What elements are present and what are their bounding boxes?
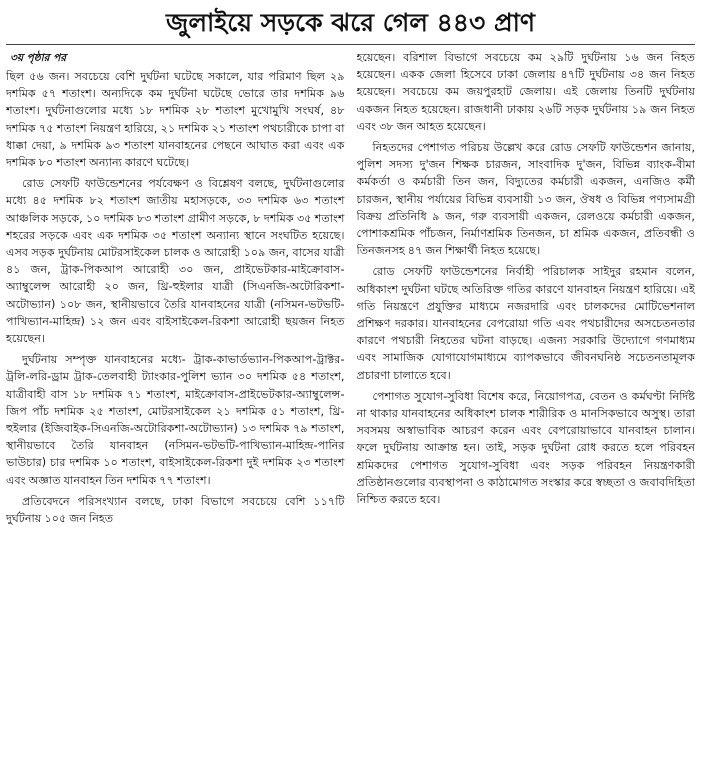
headline: জুলাইয়ে সড়কে ঝরে গেল ৪৪৩ প্রাণ [165,8,536,37]
headline-divider [6,44,695,45]
continued-from-label: ৩য় পৃষ্ঠার পর [10,52,67,64]
paragraph: নিহতদের পেশাগত পরিচয় উল্লেখ করে রোড সেফটি ফাউন্ডেশন জানায়, পুলিশ সদস্য দু'জন শিক্ষক চারজন, সাংবাদিক দু'জন, বিভিন্ন ব্যাংক-বীমা কর্মকর্তা ও কর্মচারী তিন জন, বিদ্যুতের কর্মচারী একজন, এনজিও কর্মী চারজন, স্থানীয় পর্যায়ের বিভিন্ন ব্যবসায়ী ১৩ জন, ঔষধ ও বিভিন্ন পণ্যসামগ্রী বিক্রয় প্রতিনিধি ৯ জন, গরু ব্যবসায়ী একজন, রেলওয়ে কর্মচারী একজন, পোশাকশ্রমিক পাঁচজন, নির্মাণশ্রমিক তিনজন, চা শ্রমিক একজন, প্রতিবন্ধী ও তিনজনসহ ৪৭ জন শিক্ষার্থী নিহত হয়েছে। [356,141,695,258]
paragraph: দুর্ঘটনায় সম্পৃক্ত যানবাহনের মধ্যে- ট্রাক-কাভার্ডভ্যান-পিকআপ-ট্রাক্টর-ট্রলি-লরি-ড্রাম ট্রাক-তেলবাহী ট্যাংকার-পুলিশ ভ্যান ৩০ দশমিক ৫৪ শতাংশ, যাত্রীবাহী বাস ১৮ দশমিক ৭১ শতাংশ, মাইক্রোবাস-প্রাইভেটকার-অ্যাম্বুলেন্স-জিপ পাঁচ দশমিক ২৫ শতাংশ, মোটরসাইকেল ২১ দশমিক ৫১ শতাংশ, থ্রি-হুইলার (ইজিবাইক-সিএনজি-অটোরিকশা-অটোভ্যান) ১৩ দশমিক ৭৯ শতাংশ, স্থানীয়ভাবে তৈরি যানবাহন (নসিমন-ভটভটি-পাখিভ্যান-মাহিন্দ্র-পানির ভাউচার) চার দশমিক ১০ শতাংশ, বাইসাইকেল-রিকশা দুই দশমিক ২৩ শতাংশ এবং অজ্ঞাত যানবাহন তিন দশমিক ৭৭ শতাংশ। [6,353,345,487]
paragraph: রোড সেফটি ফাউন্ডেশনের পর্যবেক্ষণ ও বিশ্লেষণ বলছে, দুর্ঘটনাগুলোর মধ্যে ৪৫ দশমিক ৮২ শতাংশ জাতীয় মহাসড়কে, ৩৩ দশমিক ৬৩ শতাংশ আঞ্চলিক সড়কে, ১০ দশমিক ৮৩ শতাংশ গ্রামীণ সড়কে, ৮ দশমিক ৩৫ শতাংশ শহরের সড়কে এবং এক দশমিক ৩৫ শতাংশ অন্যান্য স্থানে সংঘটিত হয়েছে। এসব সড়ক দুর্ঘটনায় মোটরসাইকেল চালক ও আরোহী ১০৯ জন, বাসের যাত্রী ৪১ জন, ট্রাক-পিকআপ আরোহী ৩০ জন, প্রাইভেটকার-মাইক্রোবাস-অ্যাম্বুলেন্স আরোহী ২০ জন, থ্রি-হুইলার যাত্রী (সিএনজি-অটোরিকশা-অটোভ্যান) ১০৮ জন, স্থানীয়ভাবে তৈরি যানবাহনের যাত্রী (নসিমন-ভটভটি-পাখিভ্যান-মাহিন্দ্র) ১২ জন এবং বাইসাইকেল-রিকশা আরোহী ছয়জন নিহত হয়েছেন। [6,177,345,346]
paragraph: পেশাগত সুযোগ-সুবিধা বিশেষ করে, নিয়োগপত্র, বেতন ও কর্মঘণ্টা নির্দিষ্ট না থাকার যানবাহনের অধিকাংশ চালক শারীরিক ও মানসিকভাবে অসুস্থ। তারা সবসময় অস্বাভাবিক আচরণ করেন এবং বেপরোয়াভাবে যানবাহন চালান। ফলে দুর্ঘটনায় আক্রান্ত হন। তাই, সড়ক দুর্ঘটনা রোধ করতে হলে পরিবহন শ্রমিকদের পেশাগত সুযোগ-সুবিধা এবং সড়ক পরিবহন নিয়ন্ত্রণকারী প্রতিষ্ঠানগুলোর ব্যবস্থাপনা ও কাঠামোগত সংস্কার করে স্বচ্ছতা ও জবাবদিহিতা নিশ্চিত করতে হবে। [356,389,695,507]
paragraph: রোড সেফটি ফাউন্ডেশনের নির্বাহী পরিচালক সাইদুর রহমান বলেন, অধিকাংশ দুর্ঘটনা ঘটছে অতিরিক্ত গতির কারণে যানবাহন নিয়ন্ত্রণ হারিয়ে। এই গতি নিয়ন্ত্রণে প্রযুক্তির মাধ্যমে নজরদারি এবং চালকদের মোটিভেশনাল প্রশিক্ষণ দরকার। যানবাহনের বেপরোয়া গতি এবং পথচারীদের অসচেতনতার কারণে পথচারী নিহতের ঘটনা বাড়ছে। এজন্য সরকারি উদ্যোগে গণমাধ্যম এবং সামাজিক যোগাযোগমাধ্যমে ব্যাপকভাবে জীবনঘনিষ্ঠ সচেতনতামূলক প্রচারণা চালাতে হবে। [356,265,695,382]
paragraph: ছিল ৫৬ জন। সবচেয়ে বেশি দুর্ঘটনা ঘটেছে সকালে, যার পরিমাণ ছিল ২৯ দশমিক ৫৭ শতাংশ। অন্যদিকে কম দুর্ঘটনা ঘটেছে ভোরে তার দশমিক ৯৬ শতাংশ। দুর্ঘটনাগুলোর মধ্যে ১৮ দশমিক ২৮ শতাংশ মুখোমুখি সংঘর্ষ, ৪৮ দশমিক ৭৫ শতাংশ নিয়ন্ত্রণ হারিয়ে, ২১ দশমিক ২১ শতাংশ পথচারীকে চাপা বা ধাক্কা দেয়া, ৯ দশমিক ৯৩ শতাংশ যানবাহনের পেছনে আঘাত করা এবং এক দশমিক ৮০ শতাংশ অন্যান্য কারণে ঘটেছে। [6,70,345,170]
article-body [6,49,695,765]
paragraph: প্রতিবেদনে পরিসংখ্যান বলছে, ঢাকা বিভাগে সবচেয়ে বেশি ১১৭টি দুর্ঘটনায় ১০৫ জন নিহত [6,494,345,526]
left-column [6,49,345,765]
right-column [357,49,696,765]
paragraph: হয়েছেন। বরিশাল বিভাগে সবচেয়ে কম ২৯টি দুর্ঘটনায় ১৬ জন নিহত হয়েছেন। একক জেলা হিসেবে ঢাকা জেলায় ৪৭টি দুর্ঘটনায় ৩৪ জন নিহত হয়েছেন। সবচেয়ে কম জয়পুরহাট জেলায়। এই জেলায় তিনটি দুর্ঘটনায় একজন নিহত হয়েছেন। রাজধানী ঢাকায় ২৬টি সড়ক দুর্ঘটনায় ১৯ জন নিহত এবং ৩৮ জন আহত হয়েছেন। [356,51,695,133]
